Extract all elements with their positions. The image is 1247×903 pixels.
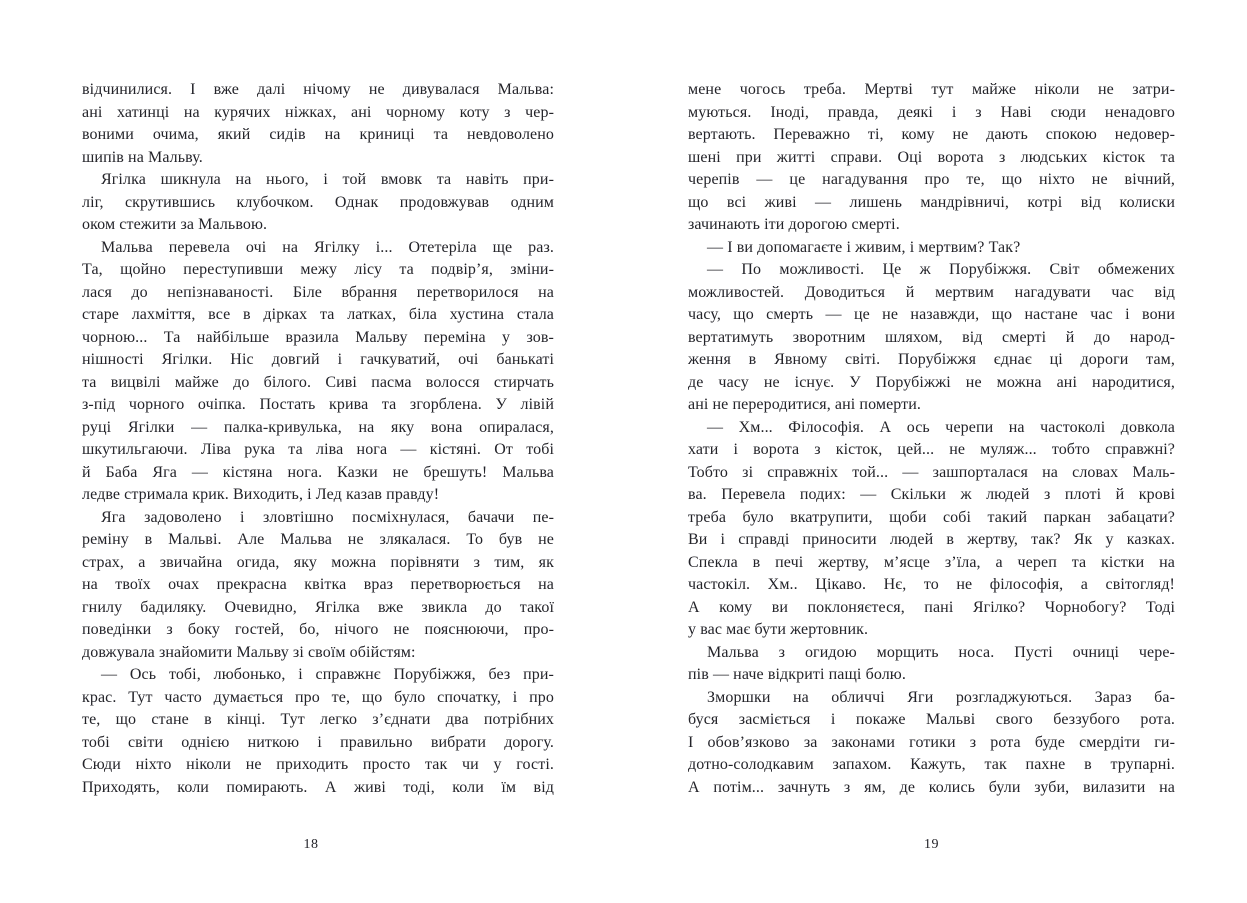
text-line: воними очима, який сидів на криниці та невдоволено: [82, 126, 554, 143]
text-line: Зморшки на обличчі Яги розгладжуються. Зараз ба-: [707, 688, 1175, 706]
text-line: нішності Ягілки. Ніс довгий і гачкуватий, очі банькаті: [82, 351, 554, 368]
page-right: [623, 0, 1247, 903]
text-line: та вицвілі майже до білого. Сиві пасма волосся стирчать: [82, 373, 554, 391]
text-line: ження в Явному світі. Порубіжжя єднає ці дороги там,: [688, 351, 1175, 368]
text-line: — По можливості. Це ж Порубіжжя. Світ обмежених: [707, 261, 1175, 278]
text-line: Тобто зі справжніх той... — зашпорталася на словах Маль-: [688, 463, 1175, 481]
text-line: крас. Тут часто думається про те, що було спочатку, і про: [82, 688, 554, 706]
text-line: вертають. Переважно ті, кому не дають спокою недовер-: [688, 126, 1175, 143]
text-line: поведінки з боку гостей, бо, нічого не пояснюючи, про-: [82, 621, 554, 638]
text-line: буся засміється і покаже Мальві свого беззубого рота.: [688, 711, 1175, 728]
text-line: де часу не існує. У Порубіжжі не можна ані народитися,: [688, 373, 1175, 391]
text-line: можливостей. Доводиться й мертвим нагадувати час від: [688, 283, 1175, 301]
text-line: мене чогось треба. Мертві тут майже ніколи не затри-: [688, 81, 1175, 98]
text-line: Мальва з огидою морщить носа. Пусті очниці чере-: [707, 643, 1175, 661]
page-left: [0, 0, 623, 903]
text-line: чорною... Та найбільше вразила Мальву переміна у зов-: [82, 328, 554, 346]
text-line: хати і ворота з кісток, цей... не муляж... тобто справжні?: [688, 441, 1175, 458]
text-line: відчинилися. І вже далі нічому не дивувалася Мальва:: [82, 81, 554, 98]
text-line: з-під чорного очіпка. Постать крива та згорблена. У лівій: [82, 396, 554, 413]
text-line: — І ви допомагаєте і живим, і мертвим? Так?: [707, 238, 1021, 256]
text-line: Ягілка шикнула на нього, і той вмовк та навіть при-: [101, 171, 554, 188]
text-line: ледве стримала крик. Виходить, і Лед казав правду!: [82, 486, 440, 503]
text-line: страх, а звичайна огида, яку можна порівняти з тим, як: [82, 553, 554, 571]
text-line: дотно-солодкавим запахом. Кажуть, так пахне в трупарні.: [688, 756, 1175, 773]
text-line: старе лахміття, все в дірках та латках, біла хустина стала: [82, 306, 554, 323]
text-line: у вас має бути жертовник.: [688, 621, 869, 638]
text-line: ані не переродитися, ані померти.: [688, 396, 922, 413]
page-right-text-block: [688, 79, 1175, 799]
text-line: — Ось тобі, любонько, і справжнє Порубіжжя, без при-: [101, 666, 554, 683]
text-line: треба було вкатрупити, щоби собі такий паркан забацати?: [688, 508, 1175, 526]
text-line: муються. Іноді, правда, деякі і з Наві сюди ненадовго: [688, 103, 1175, 121]
page-number-left: 18: [303, 837, 319, 852]
text-line: те, що стане в кінці. Тут легко з’єднати два потрібних: [82, 711, 554, 728]
text-line: часу, що смерть — це не назавжди, що настане час і вони: [688, 306, 1175, 323]
text-line: шені при житті справи. Оці ворота з людських кісток та: [688, 148, 1175, 166]
text-line: Сюди ніхто ніколи не приходить просто так чи у гості.: [82, 756, 554, 773]
text-line: ані хатинці на курячих ніжках, ані чорному коту з чер-: [82, 103, 554, 121]
text-line: Мальва перевела очі на Ягілку і... Отетеріла ще раз.: [101, 238, 554, 256]
text-line: А потім... зачнуть з ям, де колись були зуби, вилазити на: [688, 778, 1175, 796]
text-line: що всі живі — лишень мандрівничі, котрі від колиски: [688, 193, 1175, 211]
text-line: руці Ягілки — палка-кривулька, на яку вона опиралася,: [82, 418, 554, 436]
text-line: шкутильгаючи. Ліва рука та ліва нога — кістяні. От тобі: [82, 441, 554, 458]
text-line: тобі світи однією ниткою і правильно вибрати дорогу.: [82, 733, 554, 751]
text-line: довжувала знайомити Мальву зі своїм обійстям:: [82, 643, 416, 661]
page-left-text-block: [82, 79, 554, 799]
page-number-right: 19: [924, 837, 939, 852]
text-line: Приходять, коли помирають. А живі тоді, коли їм від: [82, 778, 554, 796]
text-line: лася до непізнаваності. Біле вбрання перетворилося на: [82, 283, 554, 301]
text-line: Спекла в печі жертву, м’ясце з’їла, а череп та кістки на: [688, 553, 1175, 571]
text-line: Та, щойно переступивши межу лісу та подвір’я, зміни-: [82, 261, 554, 278]
text-line: Ви і справді приносити людей в жертву, так? Як у казках.: [688, 531, 1175, 548]
text-line: й Баба Яга — кістяна нога. Казки не брешуть! Мальва: [82, 463, 554, 481]
text-line: гнилу бадиляку. Очевидно, Ягілка вже звикла до такої: [82, 598, 554, 616]
text-line: А кому ви поклоняєтеся, пані Ягілко? Чорнобогу? Тоді: [688, 598, 1175, 616]
text-line: вертатимуть зворотним шляхом, від смерті й до народ-: [688, 328, 1175, 346]
text-line: ва. Перевела подих: — Скільки ж людей з плоті й крові: [688, 486, 1175, 503]
text-line: ліг, скрутившись клубочком. Однак продовжував одним: [82, 193, 554, 211]
text-line: черепів — це нагадування про те, що ніхто не вічний,: [688, 171, 1175, 188]
text-line: пів — наче відкриті пащі болю.: [688, 666, 906, 683]
text-line: Яга задоволено і зловтішно посміхнулася, бачачи пе-: [101, 508, 554, 526]
text-line: на твоїх очах прекрасна квітка враз перетворюється на: [82, 576, 554, 593]
text-line: частокіл. Хм.. Цікаво. Нє, то не філософія, а світогляд!: [688, 576, 1175, 593]
text-line: зачинають іти дорогою смерті.: [688, 216, 900, 233]
text-line: — Хм... Філософія. А ось черепи на частоколі довкола: [707, 418, 1175, 436]
text-line: шипів на Мальву.: [82, 148, 203, 166]
text-line: оком стежити за Мальвою.: [82, 216, 268, 233]
text-line: реміну в Мальві. Але Мальва не злякалася. То був не: [82, 531, 554, 548]
text-line: І обов’язково за законами готики з рота буде смердіти ги-: [688, 733, 1175, 751]
